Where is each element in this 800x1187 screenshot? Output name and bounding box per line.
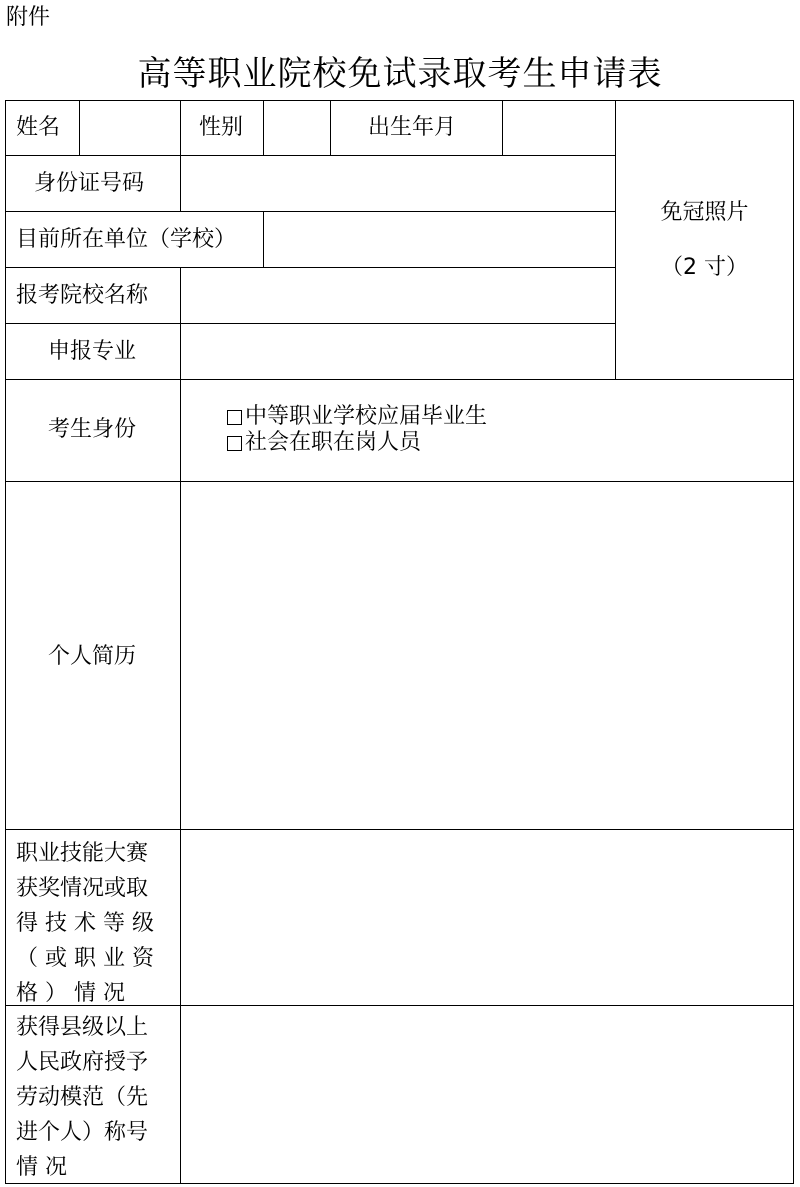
checkbox-option-label: 社会在职在岗人员 (245, 430, 422, 455)
honors-label-line: 进个人）称号 (16, 1120, 149, 1145)
honors-label-line: 劳动模范（先 (16, 1085, 149, 1110)
major-label: 申报专业 (48, 339, 137, 364)
skills-label-line: 获奖情况或取 (16, 876, 149, 901)
photo-size-label: （2 寸） (661, 255, 748, 280)
checkbox-option-employed[interactable] (227, 430, 421, 456)
honors-label-line: 人民政府授予 (16, 1050, 149, 1075)
form-title: 高等职业院校免试录取考生申请表 (137, 54, 663, 94)
birth-label: 出生年月 (368, 115, 457, 140)
honors-field[interactable] (181, 1006, 794, 1184)
photo-label: 免冠照片 (660, 200, 749, 225)
name-field[interactable] (80, 101, 180, 155)
column-divider (180, 100, 181, 155)
attachment-label: 附件 (6, 5, 51, 30)
birth-date-field[interactable] (503, 101, 615, 155)
gender-label: 性别 (199, 115, 244, 140)
target-school-field[interactable] (181, 268, 615, 323)
column-divider (330, 100, 331, 155)
current-unit-field[interactable] (264, 212, 615, 267)
row-divider (5, 379, 794, 380)
major-field[interactable] (181, 324, 615, 379)
checkbox-icon[interactable] (227, 410, 242, 425)
target-school-label: 报考院校名称 (16, 283, 149, 308)
honors-label-line: 情 况 (16, 1155, 67, 1180)
checkbox-option-graduate[interactable] (227, 404, 487, 430)
candidate-identity-label: 考生身份 (48, 417, 137, 442)
current-unit-label: 目前所在单位（学校） (16, 227, 237, 252)
skills-label-line: 职业技能大赛 (16, 841, 149, 866)
skills-awards-label (16, 836, 174, 1011)
honors-label-line: 获得县级以上 (16, 1015, 149, 1040)
skills-awards-field[interactable] (181, 830, 794, 1005)
resume-label: 个人简历 (48, 644, 137, 669)
name-label: 姓名 (16, 115, 61, 140)
checkbox-icon[interactable] (227, 436, 242, 451)
resume-field[interactable] (181, 482, 794, 829)
gender-field[interactable] (264, 101, 330, 155)
id-number-field[interactable] (181, 156, 615, 211)
checkbox-option-label: 中等职业学校应届毕业生 (245, 404, 488, 429)
id-number-label: 身份证号码 (34, 171, 145, 196)
skills-label-line: 得 技 术 等 级 (16, 911, 154, 936)
skills-label-line: （ 或 职 业 资 (16, 946, 154, 971)
photo-box[interactable] (616, 101, 794, 379)
honors-label (16, 1010, 174, 1185)
skills-label-line: 格 ） 情 况 (16, 981, 125, 1006)
